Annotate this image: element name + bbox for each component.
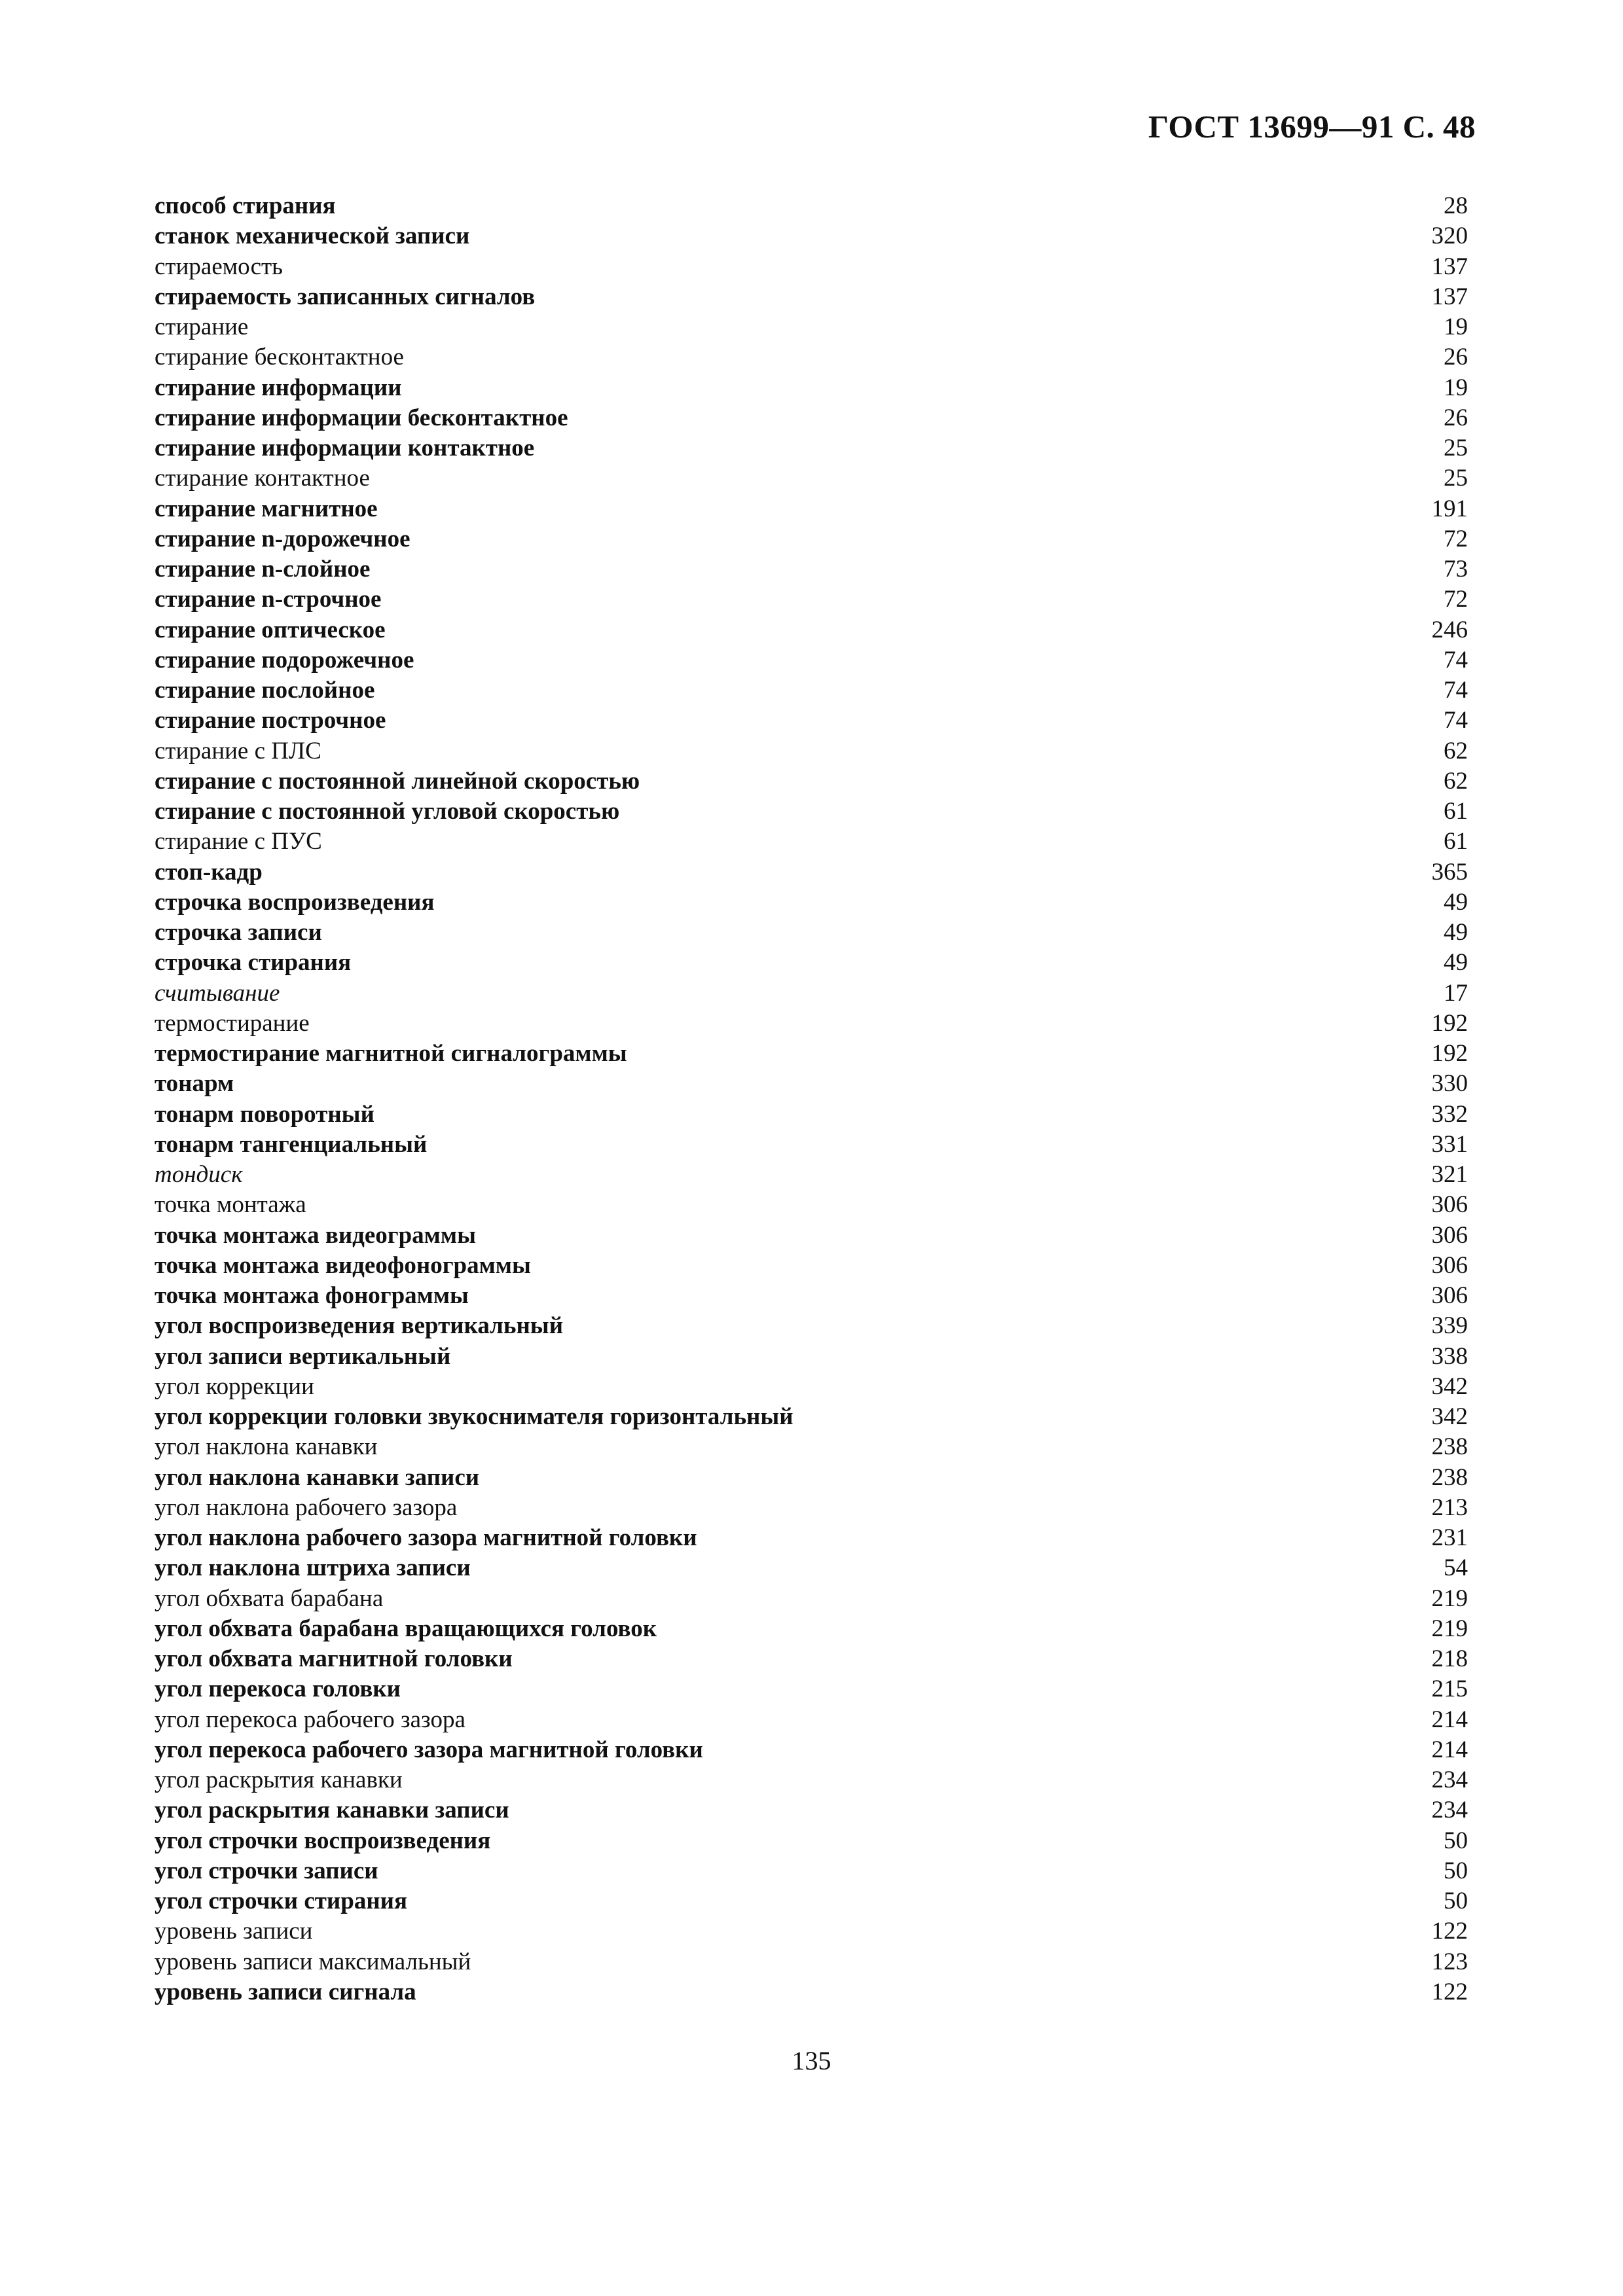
index-entry — [155, 342, 1468, 372]
index-page-ref: 320 — [1431, 223, 1468, 250]
index-term: уровень записи сигнала — [155, 1978, 416, 2005]
index-page-ref: 191 — [1431, 495, 1468, 522]
index-page-ref: 123 — [1431, 1948, 1468, 1975]
index-term: стирание информации бесконтактное — [155, 404, 568, 431]
index-term: угол коррекции — [155, 1372, 314, 1400]
index-term: угол коррекции головки звукоснимателя горизонтальный — [155, 1403, 793, 1430]
index-page-ref: 192 — [1431, 1009, 1468, 1037]
index-term: угол раскрытия канавки — [155, 1767, 403, 1793]
index-entry — [155, 948, 1468, 978]
index-page-ref: 73 — [1444, 556, 1468, 583]
index-term: стирание с ПЛС — [155, 737, 321, 764]
index-entry — [155, 827, 1468, 857]
index-page-ref: 19 — [1444, 374, 1468, 401]
index-page-ref: 49 — [1444, 919, 1468, 946]
index-entry — [155, 584, 1468, 615]
index-page-ref: 234 — [1431, 1797, 1468, 1824]
index-entry — [155, 1100, 1468, 1130]
index-entry — [155, 1826, 1468, 1856]
index-page-ref: 122 — [1431, 1918, 1468, 1945]
index-page-ref: 50 — [1444, 1888, 1468, 1914]
term-index-list — [155, 191, 1468, 2007]
index-page-ref: 234 — [1431, 1767, 1468, 1793]
index-term: уровень записи — [155, 1918, 313, 1945]
index-page-ref: 49 — [1444, 888, 1468, 916]
index-term: стирание контактное — [155, 465, 370, 492]
index-term: термостирание — [155, 1009, 310, 1037]
index-entry — [155, 494, 1468, 524]
index-term: угол наклона штриха записи — [155, 1554, 471, 1582]
index-page-ref: 306 — [1431, 1251, 1468, 1279]
index-entry — [155, 1251, 1468, 1281]
index-entry — [155, 978, 1468, 1009]
index-entry — [155, 1311, 1468, 1341]
index-page-ref: 342 — [1431, 1403, 1468, 1430]
index-term: тонарм — [155, 1070, 234, 1098]
index-page-ref: 26 — [1444, 404, 1468, 431]
index-term: угол строчки стирания — [155, 1888, 407, 1914]
index-entry — [155, 1795, 1468, 1825]
index-page-ref: 330 — [1431, 1070, 1468, 1098]
index-term: точка монтажа видеофонограммы — [155, 1251, 531, 1279]
index-term: стирание построчное — [155, 707, 386, 734]
index-page-ref: 137 — [1431, 283, 1468, 310]
index-term: угол строчки воспроизведения — [155, 1827, 491, 1854]
index-term: стирание магнитное — [155, 495, 378, 522]
index-term: стирание информации — [155, 374, 402, 401]
index-page-ref: 219 — [1431, 1585, 1468, 1612]
index-term: строчка стирания — [155, 949, 352, 977]
index-term: угол строчки записи — [155, 1857, 378, 1884]
index-entry — [155, 1432, 1468, 1462]
index-entry — [155, 615, 1468, 645]
index-page-ref: 332 — [1431, 1100, 1468, 1128]
index-term: стираемость — [155, 253, 283, 280]
index-entry — [155, 1765, 1468, 1795]
index-entry — [155, 1674, 1468, 1704]
index-entry — [155, 1281, 1468, 1311]
index-entry — [155, 1977, 1468, 2007]
index-entry — [155, 373, 1468, 403]
index-page-ref: 231 — [1431, 1524, 1468, 1551]
index-term: точка монтажа фонограммы — [155, 1282, 469, 1309]
index-term: стирание с ПУС — [155, 828, 322, 855]
page-header: ГОСТ 13699—91 С. 48 — [1148, 109, 1476, 145]
index-page-ref: 25 — [1444, 435, 1468, 461]
index-page-ref: 342 — [1431, 1372, 1468, 1400]
index-term: угол наклона рабочего зазора — [155, 1494, 458, 1521]
index-entry — [155, 191, 1468, 221]
index-term: тонарм тангенциальный — [155, 1130, 428, 1158]
index-page-ref: 306 — [1431, 1191, 1468, 1219]
index-term: строчка записи — [155, 919, 322, 946]
index-term: угол наклона рабочего зазора магнитной головки — [155, 1524, 697, 1551]
index-page-ref: 306 — [1431, 1282, 1468, 1309]
index-term: угол обхвата барабана — [155, 1585, 384, 1612]
index-page-ref: 61 — [1444, 828, 1468, 855]
index-entry — [155, 1130, 1468, 1160]
index-page-ref: 339 — [1431, 1312, 1468, 1340]
index-page-ref: 54 — [1444, 1554, 1468, 1582]
index-entry — [155, 221, 1468, 251]
index-entry — [155, 1886, 1468, 1916]
index-term: стирание послойное — [155, 677, 375, 704]
index-page-ref: 122 — [1431, 1978, 1468, 2005]
index-entry — [155, 554, 1468, 584]
index-entry — [155, 1372, 1468, 1402]
index-page-ref: 213 — [1431, 1494, 1468, 1521]
index-entry — [155, 282, 1468, 312]
index-page-ref: 306 — [1431, 1221, 1468, 1249]
index-entry — [155, 1735, 1468, 1765]
index-term: угол обхвата магнитной головки — [155, 1645, 513, 1672]
index-entry — [155, 1947, 1468, 1977]
index-term: способ стирания — [155, 192, 336, 219]
index-entry — [155, 1463, 1468, 1493]
index-term: угол воспроизведения вертикальный — [155, 1312, 564, 1340]
index-page-ref: 238 — [1431, 1433, 1468, 1461]
index-page-ref: 62 — [1444, 737, 1468, 764]
index-term: точка монтажа — [155, 1191, 306, 1219]
index-entry — [155, 857, 1468, 888]
index-entry — [155, 1553, 1468, 1583]
index-page-ref: 62 — [1444, 767, 1468, 795]
index-term: стоп-кадр — [155, 858, 263, 886]
index-term: угол обхвата барабана вращающихся головок — [155, 1615, 657, 1642]
index-term: термостирание магнитной сигналограммы — [155, 1040, 627, 1067]
index-page-ref: 338 — [1431, 1342, 1468, 1370]
index-term: стирание n-строчное — [155, 586, 382, 613]
index-term: угол перекоса рабочего зазора — [155, 1706, 465, 1733]
index-entry — [155, 1614, 1468, 1644]
index-term: стирание n-слойное — [155, 556, 371, 583]
index-term: угол наклона канавки — [155, 1433, 378, 1461]
index-entry — [155, 524, 1468, 554]
index-page-ref: 61 — [1444, 798, 1468, 825]
index-page-ref: 74 — [1444, 707, 1468, 734]
index-entry — [155, 706, 1468, 736]
index-term: стирание оптическое — [155, 616, 386, 643]
index-entry — [155, 433, 1468, 463]
index-term: стирание — [155, 314, 249, 340]
index-term: угол наклона канавки записи — [155, 1463, 480, 1491]
page-number: 135 — [792, 2046, 831, 2075]
index-entry — [155, 918, 1468, 948]
index-page-ref: 331 — [1431, 1130, 1468, 1158]
index-term: считывание — [155, 979, 280, 1007]
index-page-ref: 74 — [1444, 646, 1468, 673]
index-term: стирание подорожечное — [155, 646, 414, 673]
index-term: уровень записи максимальный — [155, 1948, 471, 1975]
index-entry — [155, 736, 1468, 766]
index-page-ref: 72 — [1444, 586, 1468, 613]
index-term: стирание информации контактное — [155, 435, 535, 461]
index-term: стираемость записанных сигналов — [155, 283, 536, 310]
index-entry — [155, 645, 1468, 675]
index-entry — [155, 1069, 1468, 1099]
index-entry — [155, 1221, 1468, 1251]
index-entry — [155, 1705, 1468, 1735]
index-term: стирание бесконтактное — [155, 344, 404, 371]
index-page-ref: 214 — [1431, 1736, 1468, 1763]
index-page-ref: 214 — [1431, 1706, 1468, 1733]
index-entry — [155, 1856, 1468, 1886]
index-term: угол записи вертикальный — [155, 1342, 451, 1370]
index-term: стирание с постоянной угловой скоростью — [155, 798, 620, 825]
index-page-ref: 26 — [1444, 344, 1468, 371]
index-entry — [155, 1584, 1468, 1614]
index-page-ref: 192 — [1431, 1040, 1468, 1067]
index-page-ref: 321 — [1431, 1161, 1468, 1188]
index-entry — [155, 1402, 1468, 1432]
index-page-ref: 50 — [1444, 1857, 1468, 1884]
index-term: угол раскрытия канавки записи — [155, 1797, 509, 1824]
index-term: стирание с постоянной линейной скоростью — [155, 767, 640, 795]
index-entry — [155, 1342, 1468, 1372]
index-term: станок механической записи — [155, 223, 470, 250]
index-page-ref: 19 — [1444, 314, 1468, 340]
index-entry — [155, 312, 1468, 342]
index-entry — [155, 888, 1468, 918]
index-term: тонарм поворотный — [155, 1100, 374, 1128]
index-page-ref: 74 — [1444, 677, 1468, 704]
index-page-ref: 28 — [1444, 192, 1468, 219]
index-page-ref: 25 — [1444, 465, 1468, 492]
index-page-ref: 17 — [1444, 979, 1468, 1007]
index-entry — [155, 675, 1468, 706]
index-page-ref: 218 — [1431, 1645, 1468, 1672]
index-entry — [155, 1644, 1468, 1674]
index-term: стирание n-дорожечное — [155, 525, 410, 552]
index-term: угол перекоса головки — [155, 1676, 401, 1703]
index-entry — [155, 766, 1468, 797]
index-entry — [155, 1039, 1468, 1069]
index-entry — [155, 1160, 1468, 1190]
index-page-ref: 215 — [1431, 1676, 1468, 1703]
index-page-ref: 72 — [1444, 525, 1468, 552]
index-entry — [155, 1493, 1468, 1523]
index-page-ref: 49 — [1444, 949, 1468, 977]
index-page-ref: 365 — [1431, 858, 1468, 886]
index-page-ref: 219 — [1431, 1615, 1468, 1642]
index-entry — [155, 1916, 1468, 1946]
index-page-ref: 238 — [1431, 1463, 1468, 1491]
index-entry — [155, 1190, 1468, 1220]
index-term: строчка воспроизведения — [155, 888, 435, 916]
index-term: угол перекоса рабочего зазора магнитной головки — [155, 1736, 703, 1763]
index-term: тондиск — [155, 1161, 243, 1188]
index-entry — [155, 797, 1468, 827]
index-page-ref: 50 — [1444, 1827, 1468, 1854]
index-entry — [155, 1009, 1468, 1039]
index-entry — [155, 1523, 1468, 1553]
index-entry — [155, 403, 1468, 433]
index-entry — [155, 252, 1468, 282]
index-term: точка монтажа видеограммы — [155, 1221, 476, 1249]
index-entry — [155, 463, 1468, 493]
index-page-ref: 137 — [1431, 253, 1468, 280]
index-page-ref: 246 — [1431, 616, 1468, 643]
